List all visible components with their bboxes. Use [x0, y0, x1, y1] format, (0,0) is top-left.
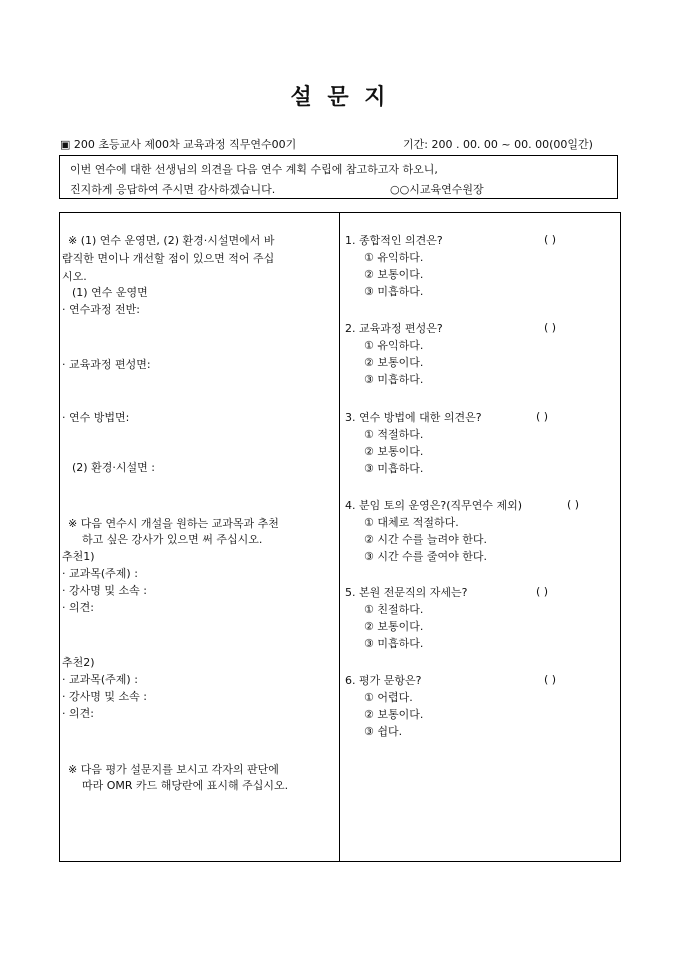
option[interactable]: ③ 미흡하다. [364, 285, 424, 298]
recommend-2-subject[interactable]: · 교과목(주제) : [62, 673, 138, 686]
note-opinion-line-2: 람직한 면이나 개선할 점이 있으면 적어 주십 [62, 252, 275, 265]
intro-signature: ○○시교육연수원장 [390, 183, 484, 196]
course-period: 기간: 200 . 00. 00 ~ 00. 00(00일간) [403, 138, 593, 151]
option[interactable]: ③ 시간 수를 줄여야 한다. [364, 550, 487, 563]
note-opinion-line-3: 시오. [62, 270, 87, 283]
option[interactable]: ② 보통이다. [364, 268, 424, 281]
field-method[interactable]: · 연수 방법면: [62, 411, 130, 424]
answer-blank[interactable]: ( ) [544, 233, 557, 246]
note-omr-line-2: 따라 OMR 카드 해당란에 표시해 주십시오. [82, 779, 289, 792]
section-facility-heading[interactable]: (2) 환경·시설면 : [72, 461, 155, 474]
answer-blank[interactable]: ( ) [544, 673, 557, 686]
note-recommend-line-2: 하고 싶은 강사가 있으면 써 주십시오. [82, 533, 263, 546]
option[interactable]: ③ 미흡하다. [364, 462, 424, 475]
option[interactable]: ② 보통이다. [364, 620, 424, 633]
option[interactable]: ③ 미흡하다. [364, 373, 424, 386]
recommend-1-label: 추천1) [62, 550, 95, 563]
option[interactable]: ① 대체로 적절하다. [364, 516, 459, 529]
answer-blank[interactable]: ( ) [536, 410, 549, 423]
field-course-overall[interactable]: · 연수과정 전반: [62, 303, 140, 316]
note-recommend-line-1: ※ 다음 연수시 개설을 원하는 교과목과 추천 [68, 517, 279, 530]
question-text: 3. 연수 방법에 대한 의견은? [345, 411, 482, 424]
question-text: 2. 교육과정 편성은? [345, 322, 443, 335]
option[interactable]: ① 적절하다. [364, 428, 424, 441]
option[interactable]: ② 시간 수를 늘려야 한다. [364, 533, 487, 546]
recommend-1-lecturer[interactable]: · 강사명 및 소속 : [62, 584, 147, 597]
recommend-2-opinion[interactable]: · 의견: [62, 707, 94, 720]
answer-blank[interactable]: ( ) [544, 321, 557, 334]
option[interactable]: ① 유익하다. [364, 251, 424, 264]
option[interactable]: ① 유익하다. [364, 339, 424, 352]
option[interactable]: ③ 쉽다. [364, 725, 403, 738]
answer-blank[interactable]: ( ) [536, 585, 549, 598]
survey-table [59, 212, 621, 862]
question-text: 6. 평가 문항은? [345, 674, 422, 687]
field-curriculum[interactable]: · 교육과정 편성면: [62, 358, 151, 371]
course-info: ▣ 200 초등교사 제00차 교육과정 직무연수00기 [60, 138, 297, 151]
intro-line-1: 이번 연수에 대한 선생님의 의견을 다음 연수 계획 수립에 참고하고자 하오니, [70, 163, 438, 176]
question-text: 5. 본원 전문직의 자세는? [345, 586, 468, 599]
page-title: 설 문 지 [290, 84, 390, 110]
note-omr-line-1: ※ 다음 평가 설문지를 보시고 각자의 판단에 [68, 763, 279, 776]
option[interactable]: ② 보통이다. [364, 445, 424, 458]
question-text: 4. 분임 토의 운영은?(직무연수 제외) [345, 499, 523, 512]
recommend-2-lecturer[interactable]: · 강사명 및 소속 : [62, 690, 147, 703]
option[interactable]: ③ 미흡하다. [364, 637, 424, 650]
answer-blank[interactable]: ( ) [567, 498, 580, 511]
option[interactable]: ② 보통이다. [364, 356, 424, 369]
note-opinion-line-1: ※ (1) 연수 운영면, (2) 환경·시설면에서 바 [68, 234, 275, 247]
column-divider [339, 213, 340, 861]
recommend-1-subject[interactable]: · 교과목(주제) : [62, 567, 138, 580]
option[interactable]: ① 어렵다. [364, 691, 413, 704]
option[interactable]: ② 보통이다. [364, 708, 424, 721]
intro-box [59, 155, 618, 199]
option[interactable]: ① 친절하다. [364, 603, 424, 616]
recommend-2-label: 추천2) [62, 656, 95, 669]
intro-line-2: 진지하게 응답하여 주시면 감사하겠습니다. [70, 183, 276, 196]
section-operation-heading: (1) 연수 운영면 [72, 286, 148, 299]
recommend-1-opinion[interactable]: · 의견: [62, 601, 94, 614]
question-text: 1. 종합적인 의견은? [345, 234, 443, 247]
